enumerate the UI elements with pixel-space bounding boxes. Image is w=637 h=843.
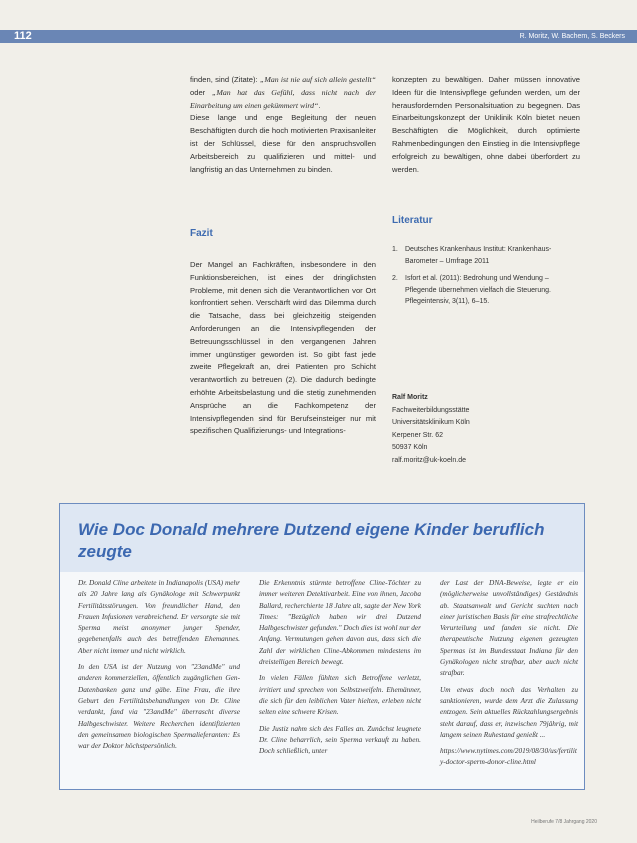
author-line: Fachweiterbildungsstätte [392, 406, 470, 414]
author-email[interactable]: ralf.moritz@uk-koeln.de [392, 456, 467, 464]
reference-list [392, 244, 582, 314]
intro-paragraph: finden, sind (Zitate): „Man ist nie auf sich allein gestellt“ oder „Man hat das Gefühl, dass nicht nach der Einarbeitung um einen gekümmert wird“. [190, 75, 376, 110]
reference-item: 1. Deutsches Krankenhaus Institut: Krankenhaus-Barometer – Umfrage 2011 [392, 246, 552, 265]
footer-text: Heilberufe 7/8 Jahrgang 2020 [531, 819, 597, 825]
info-box-column-3: der Last der DNA-Beweise, legte er ein (möglicherweise unvollständiges) Geständnis ab. Staatsanwalt und Gericht suchten nach einer juristischen Basis für eine strafrechtliche Verurteilung und fanden sie nicht. Die therapeutische Nutzung eigenen gezeugten Spermas ist im Bundesstaat Indiana für den Gynäkologen nicht strafbar, aber auch nicht strafbar. Um etwas doch noch das Verhalten zu sanktionieren, wurde dem Arzt die Zulassung entzogen. Sein aktuelles Rückzahlungsergebnis steht darauf, dass er, inzwischen 79jährig, mit langem seinen Ruhestand genießt ... https://www.nytimes.com/2019/08/30/us/fertility-doctor-sperm-donor-cline.html [440, 578, 578, 767]
author-name: Ralf Moritz [392, 394, 428, 401]
info-box-column-1: Dr. Donald Cline arbeitete in Indianapolis (USA) mehr als 20 Jahre lang als Gynäkologe mit Schwerpunkt Fertilitätsstörungen. Von freundlicher Hand, den Frauen Infusionen verabreichend. Er versorgte sie mit Sperma meist anonymer junger Spender, gegebenenfalls auch des betreffenden Ehemannes. Aber nicht immer und nicht wirklich. In den USA ist der Nutzung von "23andMe" und anderen kommerziellen, öffentlich zugänglichen Gen-Datenbanken ganz und gäbe. Eine Frau, die ihre Geburt den Fertilitätsbehandlungen von Dr. Cline verdankt, fand via "23andMe" überrascht diverse Halbgeschwister. Weitere Recherchen identifizierten den gemeinsamen biologischen Spermalieferanten: Es war der Doktor höchstpersönlich. [78, 578, 240, 751]
info-box-column-2: Die Erkenntnis stürmte betroffene Cline-Töchter zu immer weiteren Detektivarbeit. Eine von ihnen, Jacoba Ballard, recherchierte 18 Jahre alt, sagte der New York Times: "Bezüglich haben wir drei Dutzend Halbgeschwister gefunden." Doch dies ist wohl nur der Anfang. Vermutungen gehen davon aus, dass sich die Zahl der wirklichen Cline-Abkommen mindestens im dreistelligen Bereich bewegt. In vielen Fällen fühlten sich Betroffene verletzt, irritiert und sprechen von Selbstzweifeln. Ehemänner, die sich für den leiblichen Vater hielten, erleben nicht selten eine schwere Krisen. Die Justiz nahm sich des Falles an. Zunächst leugnete Dr. Cline beharrlich, sein Sperma verkauft zu haben. Doch schließlich, unter [259, 578, 421, 756]
right-column [392, 74, 580, 176]
quote-2: „Man hat das Gefühl, dass nicht nach der Einarbeitung um einen gekümmert wird“ [190, 87, 376, 110]
fazit-heading: Fazit [190, 228, 213, 239]
author-line: 50937 Köln [392, 444, 428, 452]
quote-1: „Man ist nie auf sich allein gestellt“ [260, 75, 376, 84]
author-block [392, 392, 582, 468]
source-link[interactable]: https://www.nytimes.com/2019/08/30/us/fertility-doctor-sperm-donor-cline.html [440, 746, 577, 767]
paragraph-2: Diese lange und enge Begleitung der neuen Beschäftigten durch die hoch motivierten Praxisanleiter ist der Schlüssel, diese für den anspruchsvollen Arbeitsbereich zu qualifizieren und mittel- und langfristig an das Unternehmen zu binden. [190, 113, 376, 174]
fazit-text: Der Mangel an Fachkräften, insbesondere in den Funktionsbereichen, ist eines der dringlichsten Probleme, mit denen sich die Verantwortlichen vor Ort konfrontiert sehen. Verschärft wird das Dilemma durch die Tatsache, dass bei gleichzeitig steigenden Anforderungen an die Intensivpflegenden der Betreuungsschlüssel in den vergangenen Jahren immer ungünstiger geworden ist. So gibt fast jede zweite Pflegekraft an, drei Patienten pro Schicht verantwortlich zu betreuen (2). Die dadurch bedingte erhöhte Arbeitsbelastung und die stetig zunehmenden Ansprüche an die Fachkompetenz der Intensivpflegenden sind für Berufseinsteiger nur mit spezifischen Qualifizierungs- und Integrations- [190, 260, 376, 436]
right-paragraph: konzepten zu bewältigen. Daher müssen innovative Ideen für die Intensivpflege gefunden werden, um der herausfordernden Personalsituation zu begegnen. Das Einarbeitungskonzept der Uniklinik Köln bietet neuen Beschäftigten die Möglichkeit, durch optimierte Rahmenbedingungen den Einstieg in die Intensivpflege erfolgreich zu bewältigen, ohne dabei überfordert zu werden. [392, 75, 580, 174]
author-line: Universitätsklinikum Köln [392, 419, 470, 427]
page-number: 112 [14, 30, 32, 42]
author-line: Kerpener Str. 62 [392, 431, 443, 439]
literatur-heading: Literatur [392, 215, 433, 226]
left-column [190, 74, 376, 176]
running-head: R. Moritz, W. Bachem, S. Beckers [519, 33, 625, 40]
reference-item: 2. Isfort et al. (2011): Bedrohung und Wendung – Pflegende übernehmen vielfach die Steuerung. Pflegeintensiv, 3(11), 6–15. [392, 275, 551, 305]
info-box-title: Wie Doc Donald mehrere Dutzend eigene Kinder beruflich zeugte [78, 520, 545, 561]
